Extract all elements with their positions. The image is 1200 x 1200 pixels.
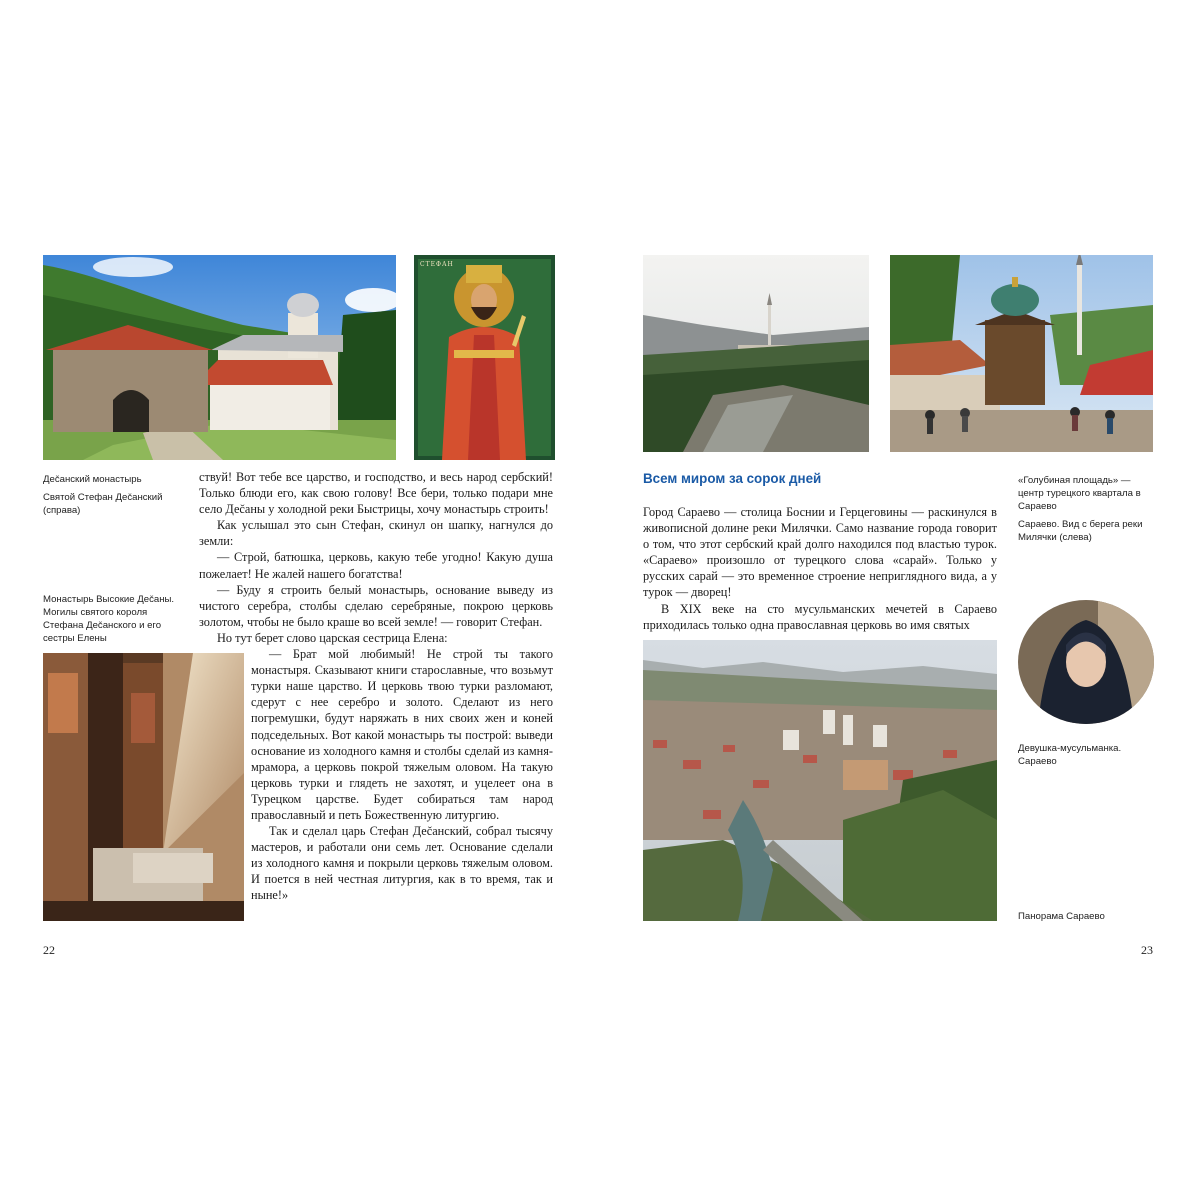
paragraph: Так и сделал царь Стефан Деčанский, собрал тысячу мастеров, и работали они семь лет. Основание сделали из холодного камня и покрыли церковь тяжелым оловом. И поется в ней честная литургия, как в то время, так и ныне!» (251, 824, 553, 903)
paragraph: — Буду я строить белый монастырь, основание выведу из чистого серебра, столбы сделаю серебряные, покрою церковь золотом, чтобы не было краше во всей земле! — говорит Стефан. (199, 582, 553, 629)
caption-miljacka-view: Сараево. Вид с берега реки Милячки (слева) (1018, 519, 1143, 543)
paragraph: Но тут берет слово царская сестрица Елена: (217, 630, 448, 645)
caption-muslim-girl: Девушка-мусульманка. Сараево (1018, 743, 1122, 767)
page-number: 23 (1141, 943, 1153, 957)
paragraph: — Брат мой любимый! Не строй ты такого монастыря. Сказывают книги старославные, что возьмут турки наше царство. И церковь твою турки разломают, сдерут с нее серебро и золото. Сделают из него погремушки, будут наряжать в них своих жен и коней подседельных. Вот какой монастырь ты построй: выведи основание из холодного камня и столбы сделай из камня-мрамора, а церковь покрой тяжелым оловом. На такую церковь турки и глядеть не захотят, и уцелеет она в Турецком царстве. Будет собираться там народ православный и петь Божественную литургию. (251, 647, 553, 822)
right-page (600, 0, 1200, 1200)
left-story-text (199, 469, 553, 904)
saint-stefan-icon-photo (414, 255, 555, 460)
sarajevo-text (643, 504, 997, 633)
paragraph: ствуй! Вот тебе все царство, и господство, и весь народ сербский! Только блюди его, как свою голову! Все бери, только подари мне село Деčаны у холодной реки Быстрицы, хочу монастырь строить! (199, 470, 553, 517)
caption-saint-stefan: Святой Стефан Деčанский (справа) (43, 492, 163, 516)
caption-block-top (43, 473, 173, 517)
page-number: 22 (43, 943, 55, 957)
paragraph: — Строй, батюшка, церковь, какую тебе угодно! Какую душа пожелает! Не жалей нашего богатства! (199, 550, 553, 581)
caption-panorama: Панорама Сараево (1018, 911, 1105, 922)
caption-pigeon-square: «Голубиная площадь» — центр турецкого квартала в Сараево (1018, 475, 1141, 512)
decani-monastery-photo (43, 255, 396, 460)
caption-block-right (1018, 474, 1158, 544)
icon-inscription: СТЕФАН (420, 261, 454, 268)
muslim-girl-portrait (1018, 600, 1154, 724)
pigeon-square-photo (890, 255, 1153, 452)
sarajevo-panorama-photo (643, 640, 997, 921)
section-heading: Всем миром за сорок дней (643, 471, 822, 486)
caption-interior: Монастырь Высокие Деčаны. Могилы святого короля Стефана Деčанского и его сестры Елены (43, 594, 175, 644)
paragraph: В XIX веке на сто мусульманских мечетей в Сараево приходилась только одна православная церковь во имя святых (643, 601, 997, 632)
paragraph: Как услышал это сын Стефан, скинул он шапку, нагнулся до земли: (199, 518, 553, 549)
paragraph: Город Сараево — столица Боснии и Герцеговины — раскинулся в живописной долине реки Милячки. Само название города говорит о том, что этот сербский край долго находился под властью турок. «Сараево» произошло от турецкого слова «сарай». Только у русских сарай — это временное строение неприглядного вида, а у турок — дворец! (643, 505, 997, 600)
miljacka-river-photo (643, 255, 869, 452)
caption-decani-monastery: Деčанский монастырь (43, 474, 142, 485)
